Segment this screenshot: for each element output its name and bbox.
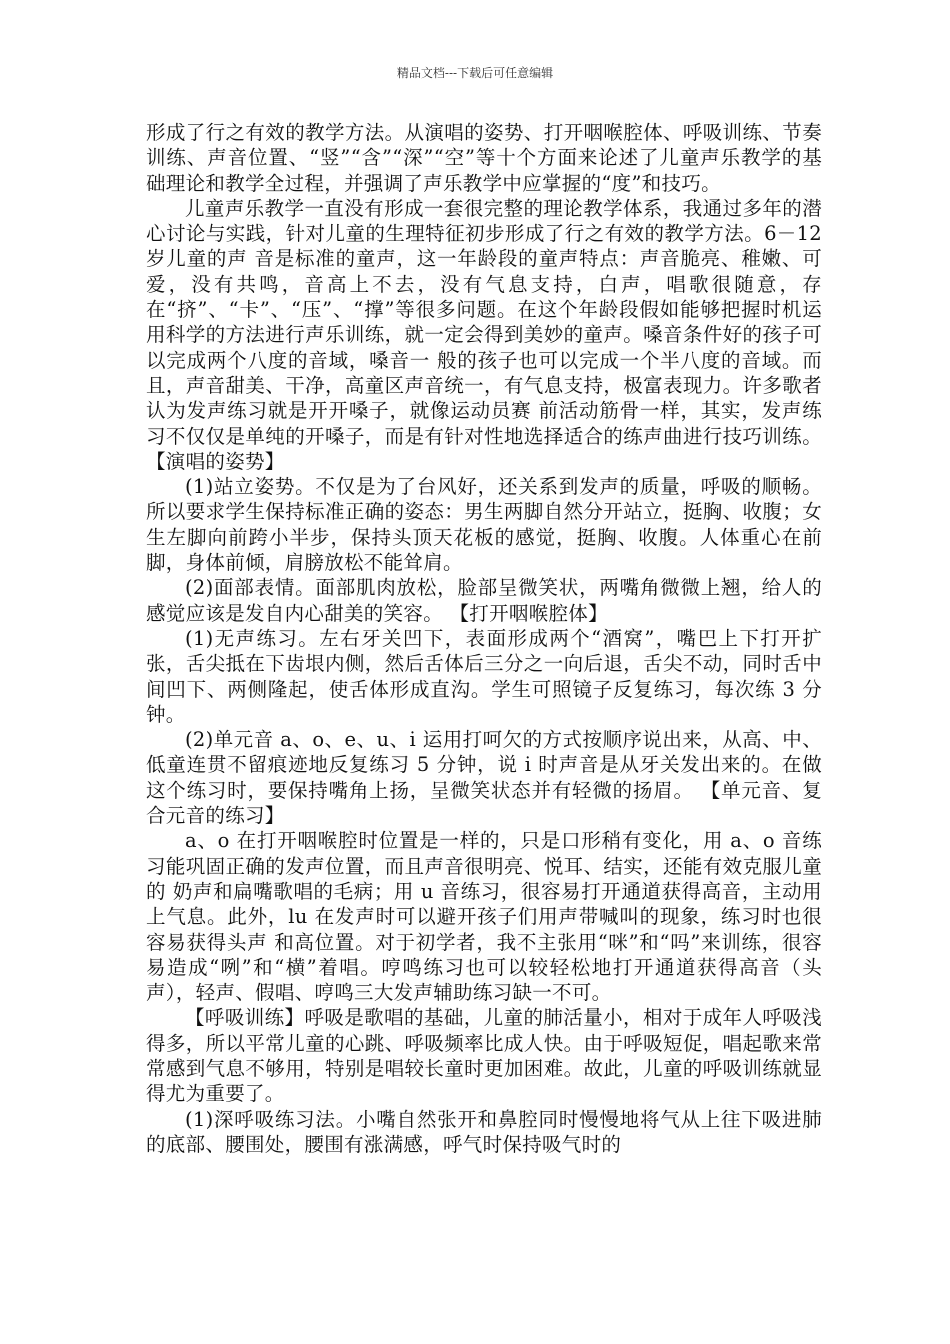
paragraph: (2)单元音 a、o、e、u、i 运用打呵欠的方式按顺序说出来，从高、中、低童连贯不留痕迹地反复练习 5 分钟，说 i 时声音是从牙关发出来的。在做这个练习时，要保持嘴角上扬，呈微笑状态并有轻微的扬眉。 【单元音、复合元音的练习】 xyxy=(146,728,822,828)
paragraph: a、o 在打开咽喉腔时位置是一样的，只是口形稍有变化，用 a、o 音练习能巩固正确的发声位置，而且声音很明亮、悦耳、结实，还能有效克服儿童的 奶声和扁嘴歌唱的毛病；用 u 音练习，很容易打开通道获得高音，主动用上气息。此外，lu 在发声时可以避开孩子们用声带喊叫的现象，练习时也很容易获得头声 和高位置。对于初学者，我不主张用“咪”和“吗”来训练，很容易造成“咧”和“横”着唱。哼鸣练习也可以较轻松地打开通道获得高音（头声），轻声、假唱、哼鸣三大发声辅助练习缺一不可。 xyxy=(146,829,822,1005)
document-body xyxy=(146,120,822,1157)
page-header: 精品文档---下载后可任意编辑 xyxy=(396,66,554,80)
paragraph: (1)站立姿势。不仅是为了台风好，还关系到发声的质量，呼吸的顺畅。所以要求学生保持标准正确的姿态：男生两脚自然分开站立，挺胸、收腹；女生左脚向前跨小半步，保持头顶天花板的感觉，挺胸、收腹。人体重心在前脚，身体前倾，肩膀放松不能耸肩。 xyxy=(146,475,822,575)
paragraph: (1)深呼吸练习法。小嘴自然张开和鼻腔同时慢慢地将气从上往下吸进肺的底部、腰围处，腰围有涨满感，呼气时保持吸气时的 xyxy=(146,1107,822,1156)
paragraph: (1)无声练习。左右牙关凹下，表面形成两个“酒窝”，嘴巴上下打开扩张，舌尖抵在下齿垠内侧，然后舌体后三分之一向后退，舌尖不动，同时舌中间凹下、两侧隆起，使舌体形成直沟。学生可照镜子反复练习，每次练 3 分钟。 xyxy=(146,626,822,726)
paragraph: 【呼吸训练】呼吸是歌唱的基础，儿童的肺活量小，相对于成年人呼吸浅得多，所以平常儿童的心跳、呼吸频率比成人快。由于呼吸短促，唱起歌来常常感到气息不够用，特别是唱较长童时更加困难。故此，儿童的呼吸训练就显得尤为重要了。 xyxy=(146,1006,822,1106)
paragraph: 形成了行之有效的教学方法。从演唱的姿势、打开咽喉腔体、呼吸训练、节奏训练、声音位置、“竖”“含”“深”“空”等十个方面来论述了儿童声乐教学的基础理论和教学全过程，并强调了声乐教学中应掌握的“度”和技巧。 xyxy=(146,121,822,195)
paragraph: (2)面部表情。面部肌肉放松，脸部呈微笑状，两嘴角微微上翘，给人的感觉应该是发自内心甜美的笑容。 【打开咽喉腔体】 xyxy=(146,576,822,625)
paragraph: 儿童声乐教学一直没有形成一套很完整的理论教学体系，我通过多年的潜心讨论与实践，针对儿童的生理特征初步形成了行之有效的教学方法。6－12 岁儿童的声 音是标准的童声，这一年龄段的童声特点：声音脆亮、稚嫩、可爱，没有共鸣，音高上不去，没有气息支持，白声，唱歌很随意，存在“挤”、“卡”、“压”、“撑”等很多问题。在这个年龄段假如能够把握时机运用科学的方法进行声乐训练，就一定会得到美妙的童声。嗓音条件好的孩子可以完成两个八度的音域，嗓音一 般的孩子也可以完成一个半八度的音域。而且，声音甜美、干净，高童区声音统一，有气息支持，极富表现力。许多歌者认为发声练习就是开开嗓子，就像运动员赛 前活动筋骨一样，其实，发声练习不仅仅是单纯的开嗓子，而是有针对性地选择适合的练声曲进行技巧训练。 【演唱的姿势】 xyxy=(146,196,822,473)
